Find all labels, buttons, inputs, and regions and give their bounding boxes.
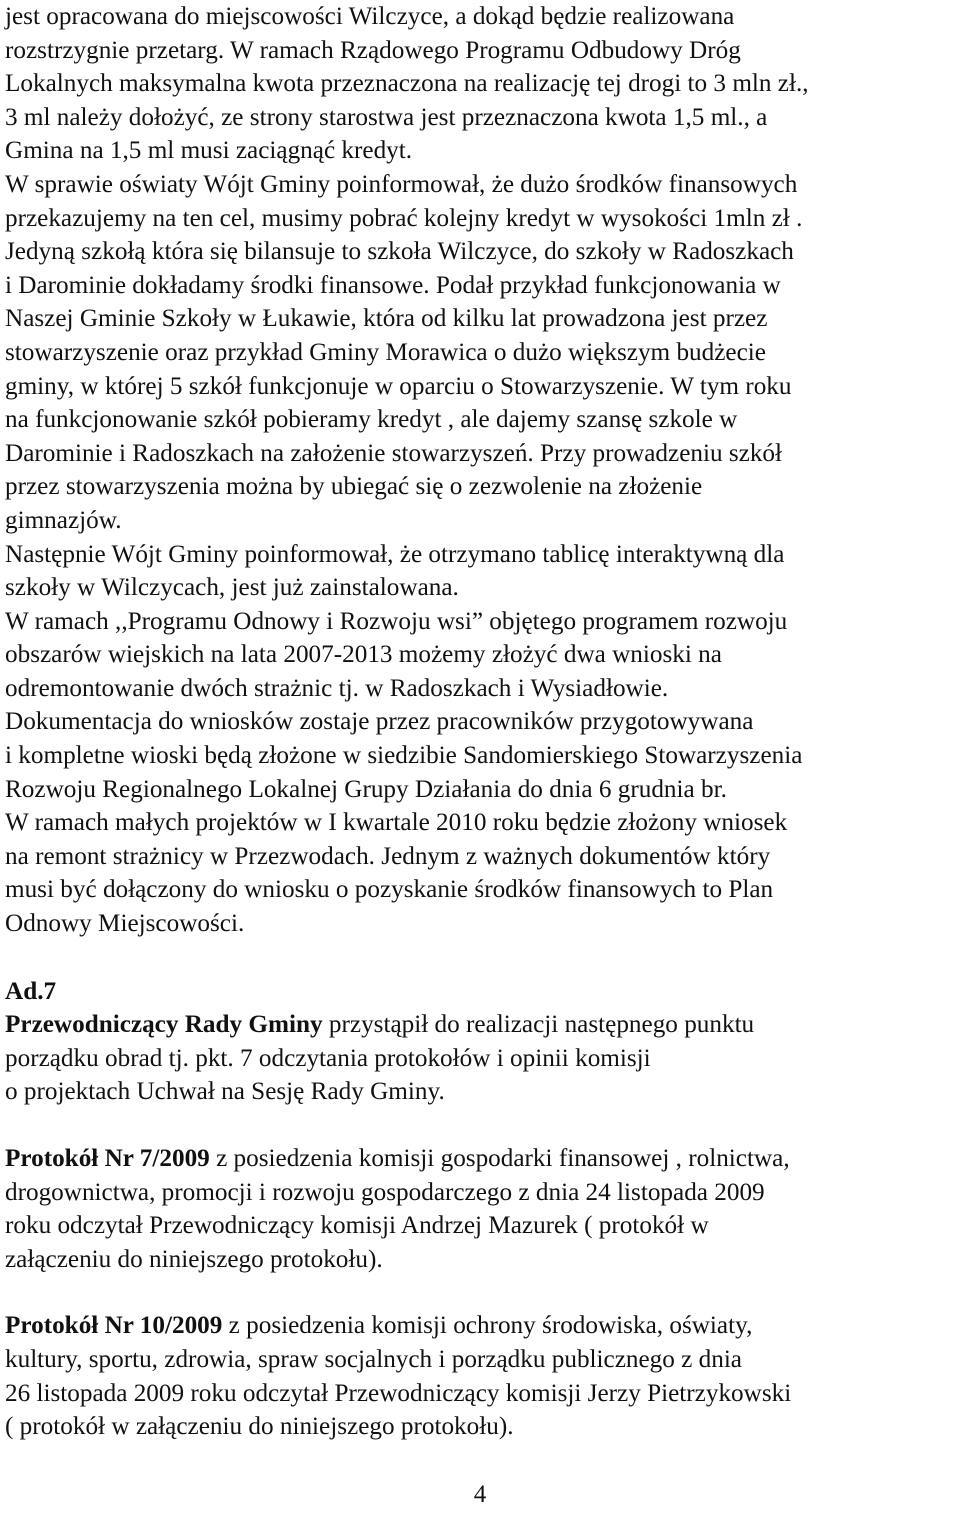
paragraph-documentation (5, 705, 957, 806)
text-line: W ramach małych projektów w I kwartale 2010 roku będzie złożony wniosek (5, 809, 788, 837)
text-line: Naszej Gminie Szkoły w Łukawie, która od kilku lat prowadzona jest przez (5, 305, 768, 333)
text-line: jest opracowana do miejscowości Wilczyce, a dokąd będzie realizowana (5, 3, 735, 30)
page-number: 4 (473, 1481, 487, 1508)
text-line: Dokumentacja do wniosków zostaje przez pracowników przygotowywana (5, 708, 754, 736)
text-line: Lokalnych maksymalna kwota przeznaczona na realizację tej drogi to 3 mln zł., (5, 70, 809, 98)
text-line (5, 1142, 957, 1176)
speaker-name: Przewodniczący Rady Gminy (5, 1011, 323, 1039)
text-line: roku odczytał Przewodniczący komisji Andrzej Mazurek ( protokół w (5, 1212, 709, 1240)
text-line: rozstrzygnie przetarg. W ramach Rządowego Programu Odbudowy Dróg (5, 36, 741, 64)
paragraph-education (5, 168, 957, 538)
protocol-title: Protokół Nr 10/2009 (5, 1312, 223, 1340)
text-line: i kompletne wioski będą złożone w siedzibie Sandomierskiego Stowarzyszenia (5, 742, 803, 770)
paragraph-road-funding (5, 0, 957, 168)
text-line: Darominie i Radoszkach na założenie stowarzyszeń. Przy prowadzeniu szkół (5, 439, 783, 467)
text-line: stowarzyszenie oraz przykład Gminy Morawica o dużo większym budżecie (5, 338, 766, 366)
blank-line (5, 1109, 957, 1142)
text-line (5, 1008, 957, 1042)
text-line: ( protokół w załączeniu do niniejszego protokołu). (5, 1413, 514, 1441)
text-line: W sprawie oświaty Wójt Gminy poinformował, że dużo środków finansowych (5, 170, 798, 198)
document-page (5, 0, 957, 1444)
paragraph-rural-program (5, 605, 957, 706)
blank-line (5, 941, 957, 975)
text-line: przez stowarzyszenia można by ubiegać się o zezwolenie na złożenie (5, 473, 703, 501)
text-line: szkoły w Wilczycach, jest już zainstalowana. (5, 574, 459, 602)
blank-line (5, 1276, 957, 1309)
section-ad7 (5, 975, 957, 1109)
text-line: Następnie Wójt Gminy poinformował, że otrzymano tablicę interaktywną dla (5, 540, 785, 568)
protocol-title: Protokół Nr 7/2009 (5, 1145, 210, 1172)
text-line: na funkcjonowanie szkół pobieramy kredyt , ale dajemy szansę szkole w (5, 406, 738, 434)
text-line: musi być dołączony do wniosku o pozyskanie środków finansowych to Plan (5, 876, 774, 904)
text-line: odremontowanie dwóch strażnic tj. w Radoszkach i Wysiadłowie. (5, 674, 669, 702)
text-line: drogownictwa, promocji i rozwoju gospodarczego z dnia 24 listopada 2009 (5, 1178, 765, 1206)
text-line: 3 ml należy dołożyć, ze strony starostwa jest przeznaczona kwota 1,5 ml., a (5, 103, 768, 131)
text-line: porządku obrad tj. pkt. 7 odczytania protokołów i opinii komisji (5, 1044, 651, 1072)
paragraph-interactive-board (5, 538, 957, 605)
paragraph-small-projects (5, 806, 957, 940)
text-line: 26 listopada 2009 roku odczytał Przewodniczący komisji Jerzy Pietrzykowski (5, 1379, 792, 1407)
text-line: o projektach Uchwał na Sesję Rady Gminy. (5, 1078, 445, 1106)
text-line (5, 1309, 957, 1343)
text-span: przystąpił do realizacji następnego punktu (322, 1011, 755, 1039)
text-line: Jedyną szkołą która się bilansuje to szkoła Wilczyce, do szkoły w Radoszkach (5, 238, 794, 266)
text-line: załączeniu do niniejszego protokołu). (5, 1245, 383, 1273)
section-heading: Ad.7 (5, 977, 57, 1005)
text-line: W ramach ,,Programu Odnowy i Rozwoju wsi” objętego programem rozwoju (5, 607, 788, 635)
text-line: Gmina na 1,5 ml musi zaciągnąć kredyt. (5, 137, 413, 165)
protocol-10-2009 (5, 1309, 957, 1443)
text-line: i Darominie dokładamy środki finansowe. Podał przykład funkcjonowania w (5, 271, 781, 299)
text-line: przekazujemy na ten cel, musimy pobrać kolejny kredyt w wysokości 1mln zł . (5, 204, 803, 232)
text-line: kultury, sportu, zdrowia, spraw socjalnych i porządku publicznego z dnia (5, 1345, 742, 1373)
text-line: gimnazjów. (5, 506, 122, 534)
text-span: z posiedzenia komisji ochrony środowiska, oświaty, (222, 1312, 753, 1340)
text-line: gminy, w której 5 szkół funkcjonuje w oparciu o Stowarzyszenie. W tym roku (5, 372, 792, 400)
text-span: z posiedzenia komisji gospodarki finansowej , rolnictwa, (209, 1145, 790, 1172)
text-line: na remont strażnicy w Przezwodach. Jednym z ważnych dokumentów który (5, 842, 771, 870)
text-line: Rozwoju Regionalnego Lokalnej Grupy Działania do dnia 6 grudnia br. (5, 775, 727, 803)
text-line: obszarów wiejskich na lata 2007-2013 możemy złożyć dwa wnioski na (5, 641, 722, 669)
text-line: Odnowy Miejscowości. (5, 910, 245, 938)
protocol-7-2009 (5, 1142, 957, 1276)
